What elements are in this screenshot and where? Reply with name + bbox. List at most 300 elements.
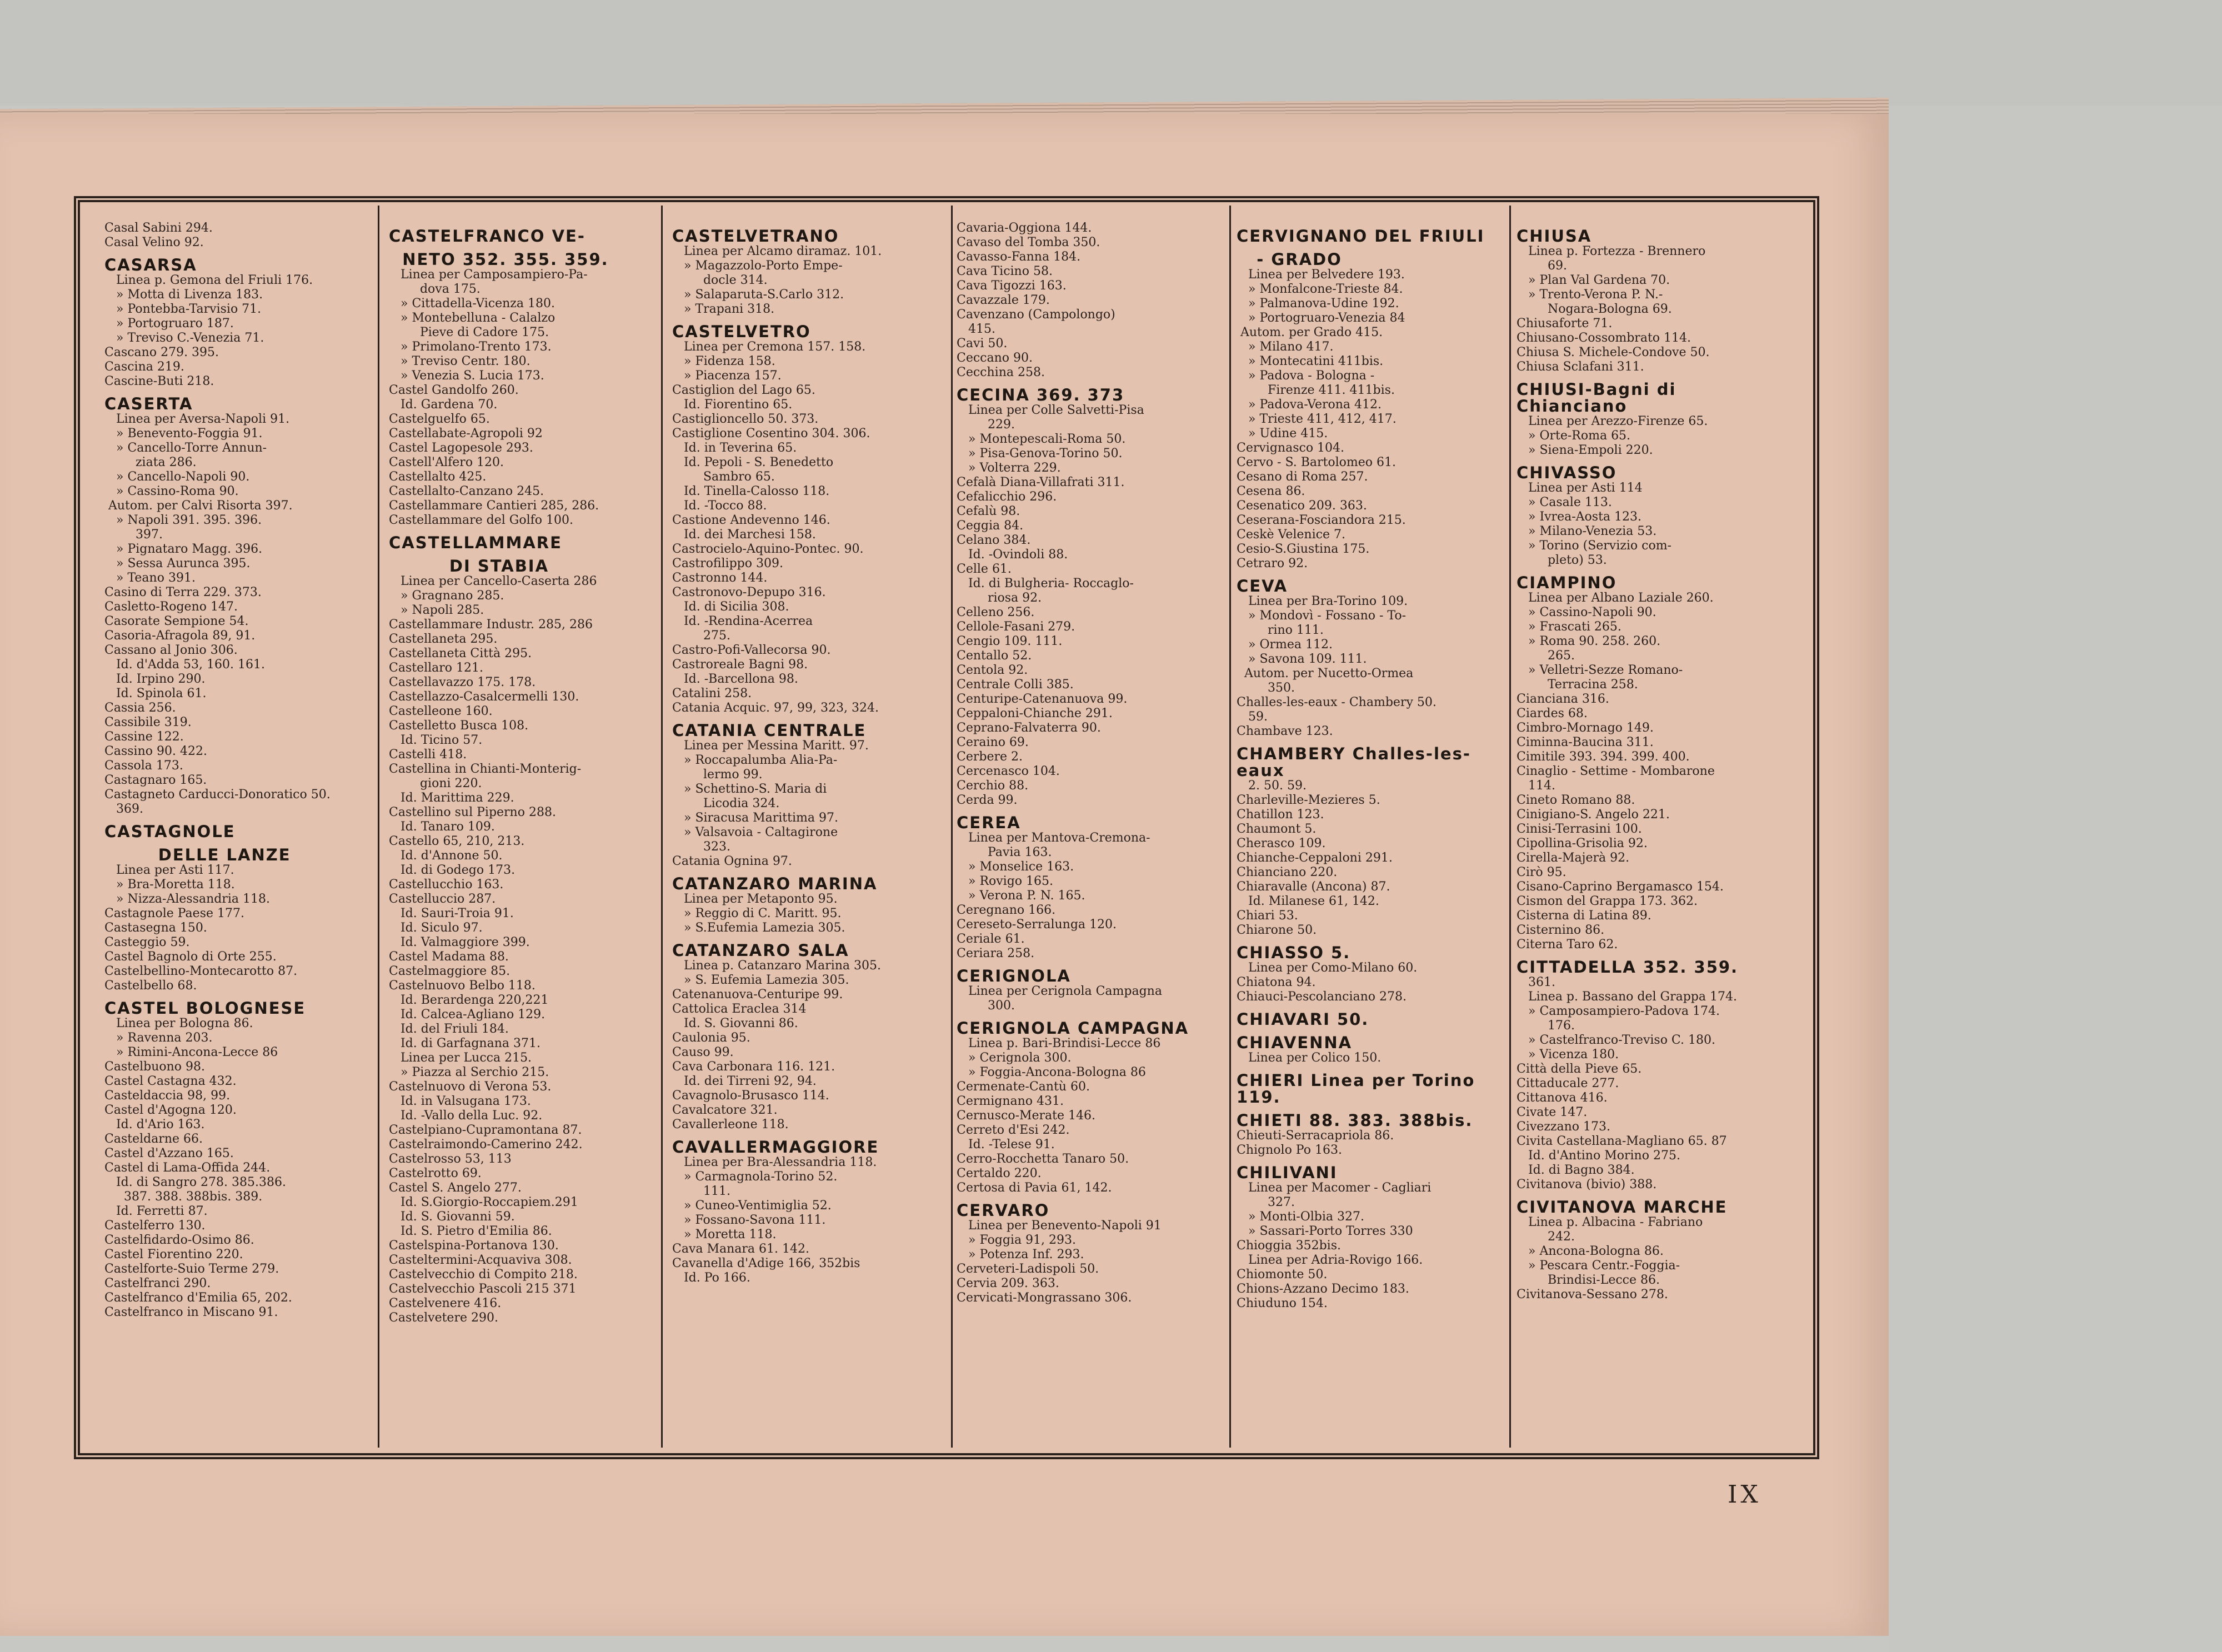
index-entry: Castellina in Chianti-Monterig- [389,762,582,776]
index-entry: Linea per Camposampiero-Pa- [389,268,588,282]
index-entry: Castelfranci 290. [104,1276,211,1290]
index-entry: Castelforte-Suio Terme 279. [104,1262,279,1276]
index-entry: » Pontebba-Tarvisio 71. [104,302,262,316]
index-entry: Id. di Sangro 278. 385.386. [104,1175,286,1189]
index-entry: 114. [1517,779,1555,793]
index-entry: » Palmanova-Udine 192. [1237,297,1399,311]
index-entry: » Trieste 411, 412, 417. [1237,412,1397,426]
index-entry: Castellalto 425. [389,470,487,484]
index-entry: Cecchina 258. [957,366,1045,379]
index-entry: Casorate Sempione 54. [104,614,249,628]
index-entry: Cascano 279. 395. [104,346,219,359]
index-entry: Castel Madama 88. [389,950,509,964]
index-entry: Ceriale 61. [957,932,1025,946]
index-entry: Castelnuovo di Verona 53. [389,1080,552,1094]
index-entry: Castel S. Angelo 277. [389,1181,522,1195]
index-entry: Id. dei Tirreni 92, 94. [672,1074,817,1088]
index-entry: Linea per Aversa-Napoli 91. [104,412,290,426]
index-entry: Centallo 52. [957,649,1032,663]
section-heading: CHILIVANI [1237,1163,1338,1182]
index-entry: Ciminna-Baucina 311. [1517,735,1654,749]
index-entry: » Schettino-S. Maria di [672,782,827,796]
index-entry: Catania Acquic. 97, 99, 323, 324. [672,701,879,715]
index-entry: Castellucchio 163. [389,878,504,892]
index-entry: Casal Velino 92. [104,236,204,249]
index-entry: Linea per Colle Salvetti-Pisa [957,403,1144,417]
index-entry: Casteldaccia 98, 99. [104,1089,231,1103]
index-entry: » Cerignola 300. [957,1051,1072,1065]
index-entry: Cerbere 2. [957,750,1023,764]
index-entry: Castellino sul Piperno 288. [389,805,556,819]
index-entry: Linea per Belvedere 193. [1237,268,1405,282]
index-entry: Linea per Bologna 86. [104,1017,253,1030]
index-entry: 59. [1237,710,1268,724]
index-entry: 300. [957,999,1015,1013]
index-entry: Linea per Asti 114 [1517,481,1643,495]
index-entry: Ciardes 68. [1517,707,1588,720]
index-entry: Cervia 209. 363. [957,1276,1059,1290]
index-entry: Cisano-Caprino Bergamasco 154. [1517,880,1724,894]
index-entry: Chiauci-Pescolanciano 278. [1237,990,1407,1004]
index-entry: Cassibile 319. [104,715,192,729]
index-entry: gioni 220. [389,777,482,790]
index-entry: Castelfranco in Miscano 91. [104,1305,278,1319]
index-entry: Centola 92. [957,663,1028,677]
index-entry: Id. di Bulgheria- Roccaglo- [957,577,1134,590]
index-entry: » Rimini-Ancona-Lecce 86 [104,1045,278,1059]
index-entry: Castellaro 121. [389,661,484,675]
index-entry: Cellole-Fasani 279. [957,620,1075,634]
index-entry: Autom. per Grado 415. [1237,326,1383,339]
index-entry: Linea p. Bassano del Grappa 174. [1517,990,1737,1004]
index-entry: Cermenate-Cantù 60. [957,1080,1090,1094]
index-entry: 415. [957,322,995,336]
index-entry: 229. [957,418,1015,432]
index-entry: Id. d'Adda 53, 160. 161. [104,658,265,672]
index-entry: Castelmaggiore 85. [389,964,511,978]
index-entry: Cavasso-Fanna 184. [957,250,1081,264]
section-heading: CHIVASSO [1517,463,1617,482]
section-heading: CHIAVARI 50. [1237,1010,1369,1029]
index-entry: Castiglione Cosentino 304. 306. [672,427,870,440]
index-entry: Id. -Telese 91. [957,1138,1055,1152]
section-heading: CHIUSI-Bagni di Chianciano [1517,380,1683,415]
index-entry: Cetraro 92. [1237,557,1308,570]
section-heading: CHIASSO 5. [1237,943,1351,962]
index-entry: Linea per Benevento-Napoli 91 [957,1219,1162,1233]
index-entry: Ceskè Velenice 7. [1237,528,1345,542]
index-entry: » Cittadella-Vicenza 180. [389,297,555,311]
index-entry: Castellavazzo 175. 178. [389,675,536,689]
index-entry: Cesano di Roma 257. [1237,470,1368,484]
index-entry: » Foggia-Ancona-Bologna 86 [957,1065,1146,1079]
index-entry: Castelguelfo 65. [389,412,490,426]
index-entry: Id. in Teverina 65. [672,441,797,455]
index-entry: Castronovo-Depupo 316. [672,585,826,599]
index-entry: Castagneto Carducci-Donoratico 50. [104,788,331,802]
index-entry: 2. 50. 59. [1237,779,1307,793]
index-entry: Id. Tinella-Calosso 118. [672,484,830,498]
index-entry: Cavagnolo-Brusasco 114. [672,1089,829,1103]
index-entry: » Montepescali-Roma 50. [957,432,1126,446]
index-entry: Cinisi-Terrasini 100. [1517,822,1642,836]
index-entry: Chignolo Po 163. [1237,1143,1342,1157]
index-entry: Centrale Colli 385. [957,678,1074,692]
index-entry: Cisterna di Latina 89. [1517,909,1652,923]
index-entry: Castagnole Paese 177. [104,907,244,920]
section-heading: DI STABIA [389,557,549,575]
index-entry: » Casale 113. [1517,495,1612,509]
index-entry: Sambro 65. [672,470,775,484]
index-entry: Ceccano 90. [957,351,1033,365]
index-entry: » Frascati 265. [1517,620,1622,634]
index-entry: Castel d'Agogna 120. [104,1103,237,1117]
index-entry: Casal Sabini 294. [104,221,213,235]
index-entry: Castelvecchio Pascoli 215 371 [389,1282,577,1296]
index-entry: » Monti-Olbia 327. [1237,1210,1364,1224]
index-entry: » Fossano-Savona 111. [672,1213,826,1227]
index-entry: Id. S.Giorgio-Roccapiem.291 [389,1195,578,1209]
index-entry: Cavenzano (Campolongo) [957,308,1115,322]
index-entry: Casteggio 59. [104,935,190,949]
section-heading: CITTADELLA 352. 359. [1517,958,1739,977]
index-entry: Chianciano 220. [1237,865,1338,879]
index-entry: » Ravenna 203. [104,1031,213,1045]
index-entry: Id. Gardena 70. [389,398,498,412]
index-entry: Cattolica Eraclea 314 [672,1002,807,1016]
index-entry: pleto) 53. [1517,553,1607,567]
index-entry: » Teano 391. [104,571,196,585]
index-entry: Castelbuono 98. [104,1060,206,1074]
index-entry: Cervignasco 104. [1237,441,1345,455]
index-entry: Cavaria-Oggiona 144. [957,221,1092,235]
index-entry: 387. 388. 388bis. 389. [104,1190,263,1204]
index-entry: Casletto-Rogeno 147. [104,600,238,614]
index-entry: docle 314. [672,273,768,287]
index-entry: Pieve di Cadore 175. [389,326,549,339]
index-entry: Linea per Como-Milano 60. [1237,961,1418,975]
index-entry: » Reggio di C. Maritt. 95. [672,907,842,920]
index-entry: Linea per Arezzo-Firenze 65. [1517,414,1708,428]
index-entry: Chiusaforte 71. [1517,317,1613,331]
index-entry: Castelfranco d'Emilia 65, 202. [104,1291,292,1305]
index-entry: Chiatona 94. [1237,975,1316,989]
index-column-3 [672,221,947,1449]
index-entry: » Volterra 229. [957,461,1061,475]
index-entry: Cesenatico 209. 363. [1237,499,1367,513]
index-entry: Cavi 50. [957,337,1008,351]
index-entry: Cereseto-Serralunga 120. [957,918,1117,932]
index-entry: Id. Berardenga 220,221 [389,993,549,1007]
section-heading: CATANIA CENTRALE [672,721,867,740]
index-entry: Casoria-Afragola 89, 91. [104,629,256,643]
index-entry: Certosa di Pavia 61, 142. [957,1181,1112,1195]
index-entry: Castelvenere 416. [389,1296,502,1310]
index-entry: Castellaneta Città 295. [389,647,532,660]
index-entry: Castasegna 150. [104,921,207,935]
index-entry: Cassine 122. [104,730,184,744]
index-entry: Cassia 256. [104,701,176,715]
index-entry: » Orte-Roma 65. [1517,429,1631,443]
index-entry: Autom. per Calvi Risorta 397. [104,499,293,513]
index-entry: Castelleone 160. [389,704,493,718]
index-entry: Castellalto-Canzano 245. [389,484,544,498]
index-entry: Chieuti-Serracapriola 86. [1237,1129,1394,1143]
index-entry: » Valsavoia - Caltagirone [672,825,838,839]
index-entry: Cerchio 88. [957,779,1029,793]
index-entry: Linea p. Catanzaro Marina 305. [672,959,881,973]
index-entry: Id. Siculo 97. [389,921,483,935]
index-entry: » Portogruaro-Venezia 84 [1237,311,1405,325]
index-entry: Castellammare Industr. 285, 286 [389,618,593,632]
index-entry: 111. [672,1184,730,1198]
index-entry: 265. [1517,649,1575,663]
index-entry: » Monfalcone-Trieste 84. [1237,282,1403,296]
index-entry: Civita Castellana-Magliano 65. 87 [1517,1134,1727,1148]
index-entry: Autom. per Nucetto-Ormea [1237,667,1414,680]
index-entry: Cittanova 416. [1517,1091,1608,1105]
index-entry: Licodia 324. [672,797,780,810]
section-heading: CIVITANOVA MARCHE [1517,1198,1728,1217]
index-entry: » Pisa-Genova-Torino 50. [957,447,1123,460]
index-entry: » Siracusa Marittima 97. [672,811,838,825]
index-entry: Linea per Cremona 157. 158. [672,340,866,354]
index-entry: Castroreale Bagni 98. [672,658,808,672]
index-entry: Caulonia 95. [672,1031,750,1045]
index-entry: Cava Tigozzi 163. [957,279,1067,293]
index-entry: » Cuneo-Ventimiglia 52. [672,1199,832,1213]
index-entry: Ceppaloni-Chianche 291. [957,707,1113,720]
background-top [0,0,2222,106]
index-column-4 [957,221,1232,1449]
index-entry: » Napoli 285. [389,603,484,617]
index-entry: » Trapani 318. [672,302,775,316]
index-entry: » Siena-Empoli 220. [1517,443,1653,457]
index-entry: Cesio-S.Giustina 175. [1237,542,1370,556]
index-entry: Nogara-Bologna 69. [1517,302,1672,316]
index-entry: Id. -Tocco 88. [672,499,767,513]
index-entry: Charleville-Mezieres 5. [1237,793,1380,807]
index-entry: Id. d'Antino Morino 275. [1517,1149,1680,1163]
index-entry: » Rovigo 165. [957,874,1054,888]
index-entry: Catalini 258. [672,687,752,700]
index-entry: Linea per Macomer - Cagliari [1237,1181,1432,1195]
section-heading: CATANZARO MARINA [672,874,878,893]
index-entry: Id. Valmaggiore 399. [389,935,530,949]
index-entry: Id. Spinola 61. [104,687,207,700]
index-entry: Cascine-Buti 218. [104,374,214,388]
index-entry: Castel d'Azzano 165. [104,1147,234,1160]
index-entry: Chiusano-Cossombrato 114. [1517,331,1691,345]
index-entry: Cassola 173. [104,759,183,773]
section-heading: CECINA 369. 373 [957,386,1125,404]
index-entry: » Ivrea-Aosta 123. [1517,510,1642,524]
index-entry: Cimbro-Mornago 149. [1517,721,1654,735]
index-entry: Cerro-Rocchetta Tanaro 50. [957,1152,1129,1166]
index-entry: Firenze 411. 411bis. [1237,383,1395,397]
index-entry: Linea per Mantova-Cremona- [957,831,1150,845]
index-entry: Chatillon 123. [1237,808,1324,822]
index-entry: Cavanella d'Adige 166, 352bis [672,1256,860,1270]
index-entry: Id. Milanese 61, 142. [1237,894,1379,908]
index-entry: Cascina 219. [104,360,184,374]
index-entry: » Foggia 91, 293. [957,1233,1077,1247]
section-heading: NETO 352. 355. 359. [389,250,609,269]
section-heading: CASTELFRANCO VE- [389,227,585,246]
index-entry: Cercenasco 104. [957,764,1060,778]
index-entry: Castelrosso 53, 113 [389,1152,512,1166]
index-entry: Cervo - S. Bartolomeo 61. [1237,455,1397,469]
index-entry: Id. Pepoli - S. Benedetto [672,455,834,469]
section-heading: CASTELLAMMARE [389,533,562,552]
index-entry: Cefalù 98. [957,504,1020,518]
index-entry: » Montecatini 411bis. [1237,354,1384,368]
index-entry: » Moretta 118. [672,1228,777,1241]
section-heading: CASARSA [104,256,197,274]
index-entry: Id. del Friuli 184. [389,1022,509,1036]
index-entry: Castel Castagna 432. [104,1074,237,1088]
section-heading: DELLE LANZE [104,845,291,864]
index-entry: Civitanova-Sessano 278. [1517,1288,1668,1301]
index-entry: Id. Sauri-Troia 91. [389,907,514,920]
index-entry: Cava Ticino 58. [957,264,1053,278]
index-entry: » Velletri-Sezze Romano- [1517,663,1683,677]
index-entry: » Ancona-Bologna 86. [1517,1244,1664,1258]
page-number: IX [1728,1480,1761,1509]
index-entry: Cherasco 109. [1237,837,1326,850]
index-entry: Cinaglio - Settime - Mombarone [1517,764,1715,778]
index-entry: 242. [1517,1230,1575,1244]
index-entry: Catania Ognina 97. [672,854,792,868]
index-entry: Cassano al Jonio 306. [104,643,238,657]
index-entry: Cavazzale 179. [957,293,1050,307]
index-entry: Ceggia 84. [957,519,1024,533]
section-heading: CAVALLERMAGGIORE [672,1138,879,1157]
index-entry: Castiglioncello 50. 373. [672,412,819,426]
index-entry: Castelli 418. [389,748,467,762]
index-entry: Linea per Bra-Torino 109. [1237,594,1408,608]
index-entry: Id. Ticino 57. [389,733,483,747]
index-entry: » Padova - Bologna - [1237,369,1375,383]
index-entry: Ceriara 258. [957,947,1035,960]
index-entry: ziata 286. [104,455,197,469]
index-entry: Castro-Pofi-Vallecorsa 90. [672,643,831,657]
index-entry: Id. S. Giovanni 59. [389,1210,515,1224]
index-entry: Linea per Bra-Alessandria 118. [672,1155,877,1169]
index-entry: Id. dei Marchesi 158. [672,528,816,542]
index-entry: lermo 99. [672,768,763,782]
index-entry: Linea per Albano Laziale 260. [1517,591,1714,605]
index-entry: Cianciana 316. [1517,692,1609,706]
section-heading: CHIUSA [1517,227,1592,246]
index-entry: Linea per Colico 150. [1237,1051,1382,1065]
section-heading: CASTEL BOLOGNESE [104,999,306,1018]
section-heading: CASTAGNOLE [104,822,236,841]
index-entry: Castelferro 130. [104,1219,206,1233]
index-entry: » Montebelluna - Calalzo [389,311,556,325]
index-entry: Castello 65, 210, 213. [389,834,525,848]
index-entry: » Bra-Moretta 118. [104,878,235,892]
index-entry: Chions-Azzano Decimo 183. [1237,1282,1409,1296]
index-entry: Id. -Vallo della Luc. 92. [389,1109,543,1123]
index-entry: Chianche-Ceppaloni 291. [1237,851,1393,865]
index-entry: » Padova-Verona 412. [1237,398,1382,412]
column-divider [951,206,953,1448]
index-entry: Id. di Bagno 384. [1517,1163,1635,1177]
index-entry: » Castelfranco-Treviso C. 180. [1517,1033,1715,1047]
index-entry: » Roccapalumba Alia-Pa- [672,753,838,767]
index-entry: Castrofilippo 309. [672,557,783,570]
index-entry: Chioggia 352bis. [1237,1239,1341,1253]
index-entry: Castellazzo-Casalcermelli 130. [389,690,579,704]
index-column-2 [389,221,664,1449]
index-entry: » Cancello-Torre Annun- [104,441,267,455]
index-entry: » Salaparuta-S.Carlo 312. [672,288,844,302]
index-entry: Cittaducale 277. [1517,1077,1619,1090]
index-entry: 369. [104,802,143,816]
index-entry: Chiusa Sclafani 311. [1517,360,1644,374]
index-entry: Castelvetere 290. [389,1311,498,1325]
index-entry: Cinigiano-S. Angelo 221. [1517,808,1670,822]
index-entry: riosa 92. [957,591,1042,605]
section-heading: CEREA [957,813,1021,832]
index-entry: Linea p. Fortezza - Brennero [1517,244,1706,258]
index-entry: Id. -Ovindoli 88. [957,548,1068,562]
index-entry: » Magazzolo-Porto Empe- [672,259,843,273]
index-entry: » Sessa Aurunca 395. [104,557,251,570]
index-entry: Città della Pieve 65. [1517,1062,1642,1076]
index-entry: Id. S. Giovanni 86. [672,1017,798,1030]
index-entry: » Udine 415. [1237,427,1328,440]
index-entry: Celleno 256. [957,605,1035,619]
index-entry: Ceprano-Falvaterra 90. [957,721,1101,735]
index-entry: Castelraimondo-Camerino 242. [389,1138,583,1152]
index-entry: Linea per Cerignola Campagna [957,984,1162,998]
index-entry: Casteltermini-Acquaviva 308. [389,1253,572,1267]
index-entry: Castelrotto 69. [389,1167,482,1180]
index-entry: Cavalcatore 321. [672,1103,778,1117]
index-entry: » Camposampiero-Padova 174. [1517,1004,1720,1018]
index-entry: Castelluccio 287. [389,892,496,906]
index-entry: » Treviso C.-Venezia 71. [104,331,264,345]
index-entry: Id. d'Ario 163. [104,1118,205,1132]
index-entry: Id. Fiorentino 65. [672,398,793,412]
index-column-1 [104,221,379,1449]
index-entry: » Napoli 391. 395. 396. [104,513,262,527]
index-entry: Linea p. Albacina - Fabriano [1517,1215,1703,1229]
index-entry: Id. Tanaro 109. [389,820,495,834]
index-entry: Chiari 53. [1237,909,1298,923]
index-entry: Castellaneta 295. [389,632,498,646]
index-entry: Chiaravalle (Ancona) 87. [1237,880,1390,894]
index-entry: 397. [104,528,163,542]
index-entry: » Milano 417. [1237,340,1334,354]
index-entry: » Monselice 163. [957,860,1074,874]
index-entry: Cismon del Grappa 173. 362. [1517,894,1698,908]
index-entry: Castronno 144. [672,571,768,585]
index-entry: Castelbellino-Montecarotto 87. [104,964,298,978]
index-entry: » Mondovì - Fossano - To- [1237,609,1407,623]
index-column-5 [1237,221,1512,1449]
index-entry: Ceserana-Fosciandora 215. [1237,513,1406,527]
index-entry: » Milano-Venezia 53. [1517,524,1657,538]
index-entry: Castione Andevenno 146. [672,513,830,527]
index-entry: Linea per Adria-Rovigo 166. [1237,1253,1423,1267]
index-entry: » Pignataro Magg. 396. [104,542,263,556]
index-entry: » S. Eufemia Lamezia 305. [672,973,849,987]
index-entry: Linea per Metaponto 95. [672,892,838,906]
index-entry: » Nizza-Alessandria 118. [104,892,270,906]
